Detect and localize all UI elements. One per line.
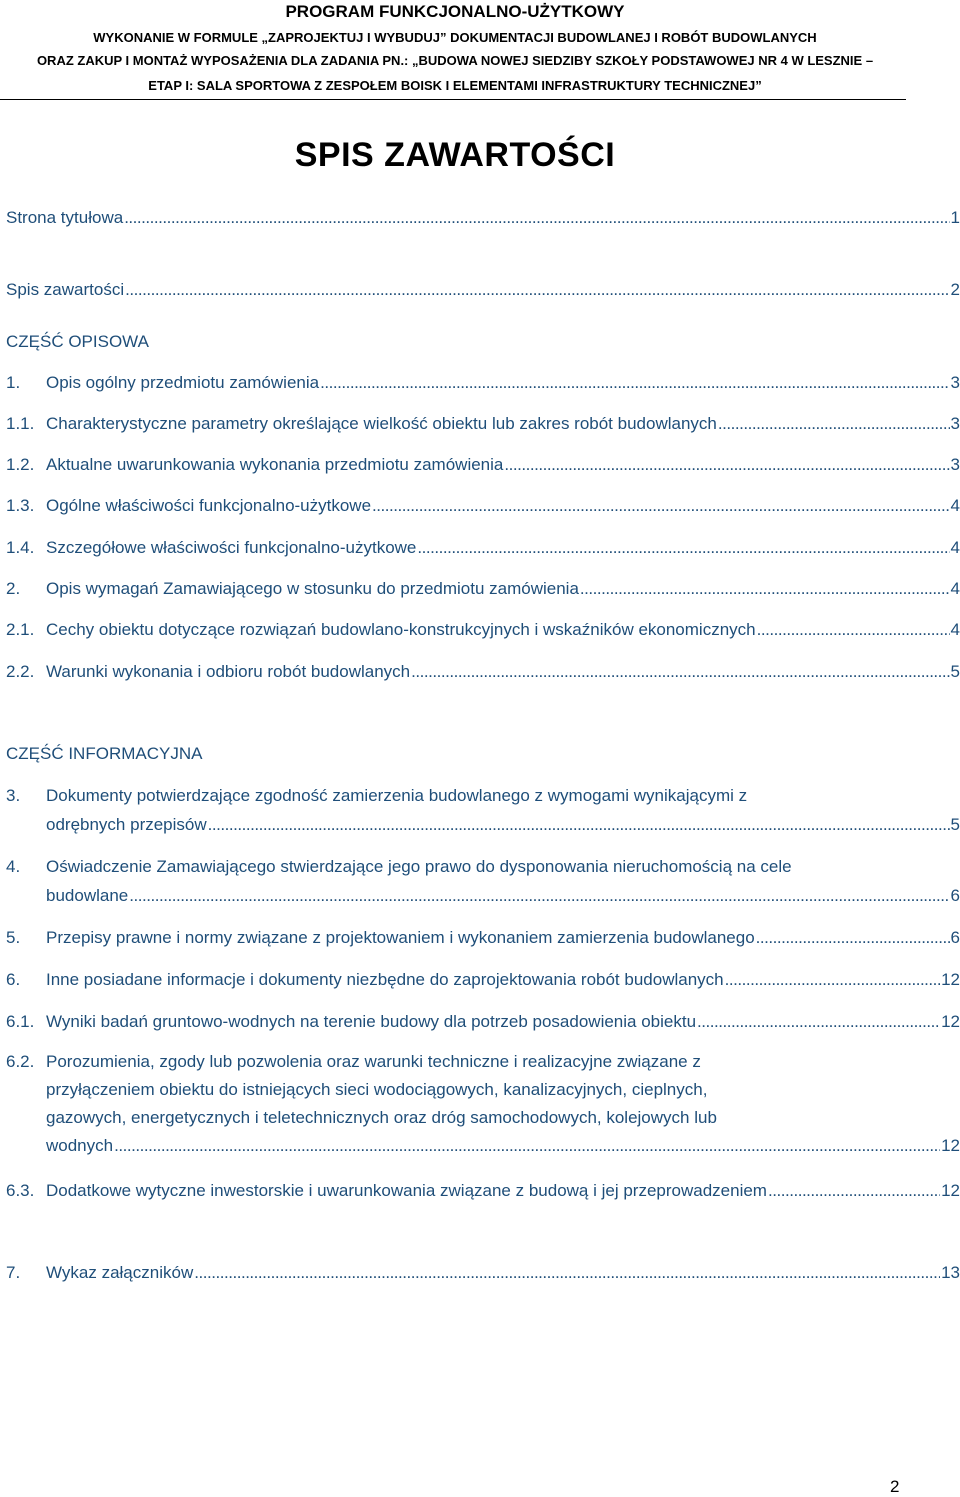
toc-leader (725, 970, 940, 990)
toc-label-line: przyłączeniem obiektu do istniejących sieci wodociągowych, kanalizacyjnych, cieplnych, (46, 1080, 708, 1099)
toc-page: 13 (941, 1263, 960, 1282)
toc-entry[interactable] (6, 496, 960, 516)
toc-leader (320, 373, 949, 393)
toc-label: budowlane (46, 886, 129, 905)
toc-leader (372, 496, 949, 516)
toc-label: Charakterystyczne parametry określające wielkość obiektu lub zakres robót budowlanych (46, 414, 717, 433)
doc-header-title: PROGRAM FUNKCJONALNO-UŻYTKOWY (285, 2, 625, 21)
toc-page: 3 (950, 414, 960, 433)
toc-entry[interactable] (6, 455, 960, 475)
toc-number: 2.2. (6, 662, 35, 681)
section-heading: CZĘŚĆ INFORMACYJNA (6, 744, 203, 763)
toc-leader (504, 455, 949, 475)
toc-label-line: gazowych, energetycznych i teletechnicznych oraz dróg samochodowych, kolejowych lub (46, 1108, 717, 1127)
toc-entry[interactable] (6, 579, 960, 599)
toc-leader (757, 620, 950, 640)
toc-number: 1.1. (6, 414, 35, 433)
toc-leader (208, 815, 950, 835)
toc-label: Aktualne uwarunkowania wykonania przedmiotu zamówienia (46, 455, 504, 474)
toc-number: 6.1. (6, 1012, 35, 1031)
toc-page: 12 (941, 1181, 960, 1200)
toc-label: Dodatkowe wytyczne inwestorskie i uwarunkowania związane z budową i jej przeprowadzeniem (46, 1181, 767, 1200)
toc-number: 2.1. (6, 620, 35, 639)
toc-entry[interactable] (6, 373, 960, 393)
toc-entry[interactable] (6, 414, 960, 434)
toc-leader (756, 928, 950, 948)
toc-leader (125, 280, 949, 300)
doc-header-line: ORAZ ZAKUP I MONTAŻ WYPOSAŻENIA DLA ZADANIA PN.: „BUDOWA NOWEJ SIEDZIBY SZKOŁY PODSTAWOWEJ NR 4 W LESZNIE – (36, 53, 874, 68)
toc-label-line: Dokumenty potwierdzające zgodność zamierzenia budowlanego z wymogami wynikającymi z (46, 786, 748, 805)
toc-label: Inne posiadane informacje i dokumenty niezbędne do zaprojektowania robót budowlanych (46, 970, 724, 989)
toc-number: 5. (6, 928, 21, 947)
toc-page: 4 (950, 620, 960, 639)
doc-header-line: ETAP I: SALA SPORTOWA Z ZESPOŁEM BOISK I ELEMENTAMI INFRASTRUKTURY TECHNICZNEJ” (148, 78, 762, 93)
toc-entry[interactable] (6, 1181, 960, 1201)
toc-number: 4. (6, 857, 21, 876)
toc-leader (580, 579, 950, 599)
toc-entry[interactable] (6, 1012, 960, 1032)
toc-leader (129, 886, 949, 906)
toc-label: odrębnych przepisów (46, 815, 207, 834)
toc-page: 2 (950, 280, 960, 299)
toc-leader (697, 1012, 940, 1032)
toc-label-line: Oświadczenie Zamawiającego stwierdzające jego prawo do dysponowania nieruchomością na cele (46, 857, 792, 876)
toc-entry[interactable] (6, 280, 960, 300)
section-heading: CZĘŚĆ OPISOWA (6, 332, 149, 351)
toc-page: 12 (941, 1136, 960, 1155)
toc-entry[interactable] (6, 786, 960, 835)
toc-entry[interactable] (6, 928, 960, 948)
toc-leader (417, 538, 949, 558)
toc-entry[interactable] (6, 662, 960, 682)
toc-page: 3 (950, 373, 960, 392)
toc-entry[interactable] (6, 208, 960, 228)
toc-number: 3. (6, 786, 21, 805)
toc-label: Ogólne właściwości funkcjonalno-użytkowe (46, 496, 372, 515)
toc-number: 7. (6, 1263, 21, 1282)
toc-page: 5 (950, 662, 960, 681)
toc-label: Spis zawartości (6, 280, 125, 299)
toc-label-line: Porozumienia, zgody lub pozwolenia oraz warunki techniczne i realizacyjne związane z (46, 1052, 701, 1071)
toc-entry[interactable] (6, 1263, 960, 1283)
toc-leader (194, 1263, 940, 1283)
toc-label: wodnych (46, 1136, 114, 1155)
toc-number: 6. (6, 970, 21, 989)
toc-label: Szczegółowe właściwości funkcjonalno-użytkowe (46, 538, 417, 557)
toc-page: 12 (941, 1012, 960, 1031)
toc-label: Strona tytułowa (6, 208, 124, 227)
toc-leader (411, 662, 949, 682)
page-title: SPIS ZAWARTOŚCI (294, 136, 616, 174)
toc-label: Cechy obiektu dotyczące rozwiązań budowlano-konstrukcyjnych i wskaźników ekonomicznych (46, 620, 756, 639)
toc-label: Warunki wykonania i odbioru robót budowlanych (46, 662, 411, 681)
toc-number: 6.3. (6, 1181, 35, 1200)
toc-page: 5 (950, 815, 960, 834)
toc-label: Opis ogólny przedmiotu zamówienia (46, 373, 320, 392)
toc-leader (124, 208, 949, 228)
toc-leader (114, 1136, 940, 1156)
toc-label: Wyniki badań gruntowo-wodnych na terenie budowy dla potrzeb posadowienia obiektu (46, 1012, 697, 1031)
toc-number: 1.4. (6, 538, 35, 557)
toc-page: 6 (950, 886, 960, 905)
toc-number: 6.2. (6, 1052, 35, 1071)
toc-page: 6 (950, 928, 960, 947)
toc-label: Przepisy prawne i normy związane z projektowaniem i wykonaniem zamierzenia budowlanego (46, 928, 755, 947)
toc-entry[interactable] (6, 857, 960, 906)
toc-number: 1.3. (6, 496, 35, 515)
toc-number: 2. (6, 579, 21, 598)
toc-number: 1.2. (6, 455, 35, 474)
toc-number: 1. (6, 373, 21, 392)
toc-entry[interactable] (6, 970, 960, 990)
toc-page: 1 (950, 208, 960, 227)
toc-label: Opis wymagań Zamawiającego w stosunku do przedmiotu zamówienia (46, 579, 579, 598)
toc-label: Wykaz załączników (46, 1263, 194, 1282)
toc-page: 4 (950, 538, 960, 557)
toc-page: 12 (941, 970, 960, 989)
toc-page: 4 (950, 579, 960, 598)
page-number: 2 (890, 1477, 900, 1496)
toc-entry[interactable] (6, 620, 960, 640)
toc-entry[interactable] (6, 1052, 960, 1156)
toc-page: 4 (950, 496, 960, 515)
doc-header-line: WYKONANIE W FORMULE „ZAPROJEKTUJ I WYBUDUJ” DOKUMENTACJI BUDOWLANEJ I ROBÓT BUDOWLANYCH (93, 30, 817, 45)
toc-page: 3 (950, 455, 960, 474)
toc-leader (768, 1181, 940, 1201)
toc-entry[interactable] (6, 538, 960, 558)
header-divider (0, 99, 906, 100)
toc-leader (718, 414, 950, 434)
